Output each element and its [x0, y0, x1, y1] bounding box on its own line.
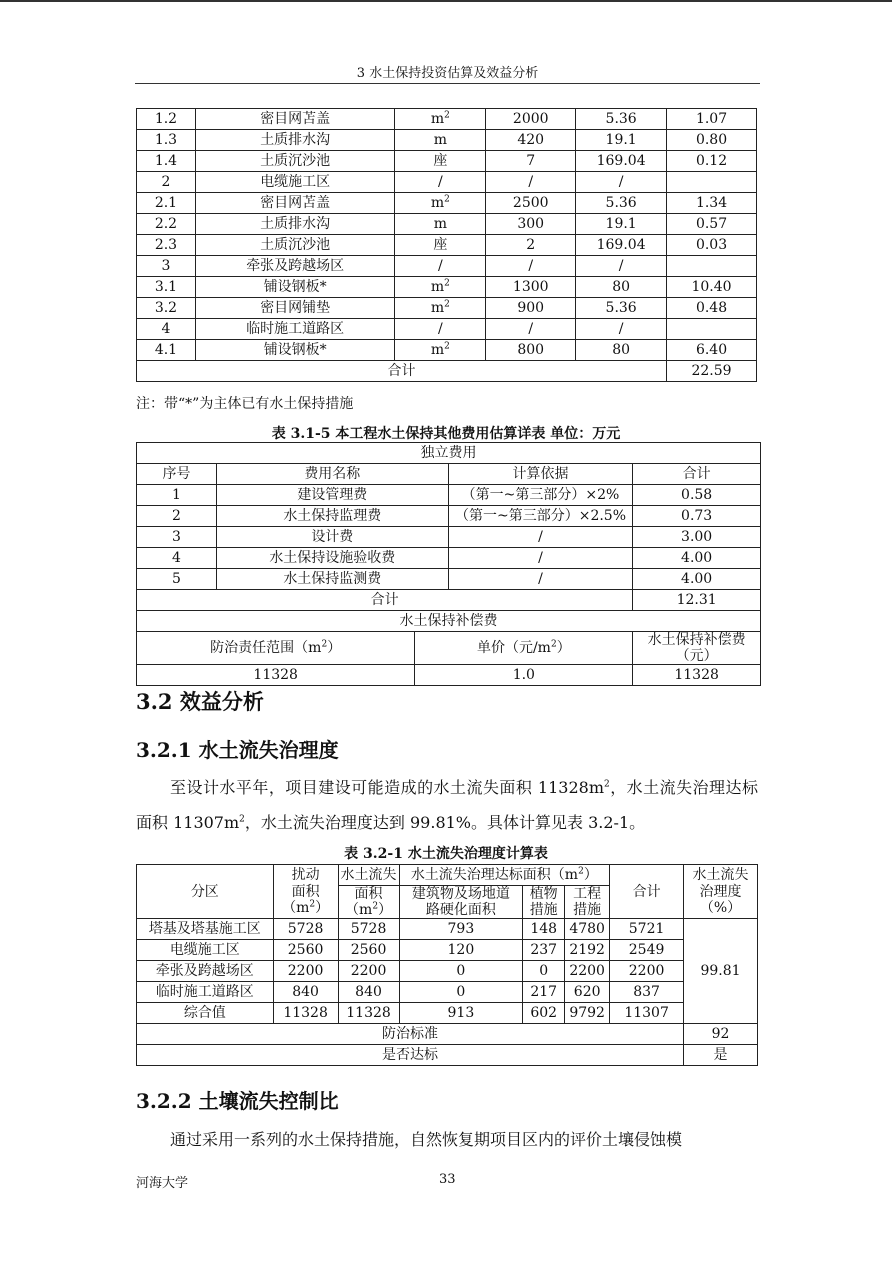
table-cell: 793 [399, 919, 523, 940]
table-row [137, 340, 757, 361]
table-cell: 2 [486, 235, 576, 256]
table-cell: 座 [395, 235, 486, 256]
table-cell: 2.1 [137, 193, 196, 214]
table-cell: m [395, 214, 486, 235]
column-header: 计算依据 [448, 464, 633, 485]
column-header: 合计 [610, 865, 684, 919]
table-cell: 0.80 [667, 130, 757, 151]
other-costs-table [136, 442, 761, 686]
table-row [137, 1045, 758, 1066]
table-row [137, 1003, 758, 1024]
table-cell: $m^2$ [395, 109, 486, 130]
table-cell: 2.3 [137, 235, 196, 256]
table-row [137, 130, 757, 151]
paragraph: 通过采用一系列的水土保持措施，自然恢复期项目区内的评价土壤侵蚀模 [170, 1130, 683, 1149]
table-cell: 4780 [565, 919, 610, 940]
table-cell: 水土保持监理费 [216, 506, 448, 527]
column-header: 水土流失治理达标面积$(m^2)$ [399, 865, 610, 886]
table-caption: 表 3.2-1 水土流失治理度计算表 [344, 846, 548, 862]
table-row [137, 940, 758, 961]
table-cell: 4 [137, 319, 196, 340]
column-header: 植物 措施 [523, 886, 565, 919]
column-header: 水土流失 [338, 865, 399, 886]
table-cell: 840 [273, 982, 338, 1003]
table-cell: 0.58 [633, 485, 761, 506]
table-row [137, 1024, 758, 1045]
table-cell: 临时施工道路区 [137, 982, 274, 1003]
table-cell: 电缆施工区 [195, 172, 395, 193]
table-row [137, 319, 757, 340]
table-cell: 牵张及跨越场区 [137, 961, 274, 982]
table-cell: / [395, 319, 486, 340]
standard-value: 92 [684, 1024, 758, 1045]
column-header: 水土保持补偿费（元） [633, 632, 761, 665]
table-cell: 塔基及塔基施工区 [137, 919, 274, 940]
subsection-heading: 3.2.2 土壤流失控制比 [136, 1089, 339, 1113]
table-cell: 5728 [273, 919, 338, 940]
page-top-border [0, 0, 892, 2]
table-cell: 840 [338, 982, 399, 1003]
column-header: 扰动 面积 $(m^2)$ [273, 865, 338, 919]
table-cell: 3.00 [633, 527, 761, 548]
table-cell: （第一~第三部分）×2.5% [448, 506, 633, 527]
table-cell: m [395, 130, 486, 151]
table-cell: 2200 [610, 961, 684, 982]
table-cell: 1.0 [415, 665, 633, 686]
column-header: 分区 [137, 865, 274, 919]
table-cell: 0.03 [667, 235, 757, 256]
paragraph: 至设计水平年，项目建设可能造成的水土流失面积 $11328m^2$，水土流失治理达标面积 $11307m^2$，水土流失治理度达到 99.81%。具体计算见表 3.2-1。 [136, 778, 758, 832]
table-cell: / [486, 319, 576, 340]
table-cell: 9792 [565, 1003, 610, 1024]
control-rate-cell: 99.81 [684, 919, 758, 1024]
table-cell: 2200 [273, 961, 338, 982]
column-header: 单价（元$/m^2$） [415, 632, 633, 665]
table-cell: 837 [610, 982, 684, 1003]
table-cell: $m^2$ [395, 298, 486, 319]
total-value: 22.59 [667, 361, 757, 382]
table-cell: / [486, 172, 576, 193]
reach-label: 是否达标 [137, 1045, 684, 1066]
section-heading: 3.2 效益分析 [136, 689, 264, 714]
table-cell [667, 319, 757, 340]
table-cell: 11328 [137, 665, 415, 686]
table-cell: 5.36 [576, 298, 667, 319]
table-cell: 1.4 [137, 151, 196, 172]
table-cell: 1.3 [137, 130, 196, 151]
table-cell: 169.04 [576, 235, 667, 256]
table-row [137, 298, 757, 319]
table-cell: 2200 [565, 961, 610, 982]
table-cell: 3.1 [137, 277, 196, 298]
table-cell: 座 [395, 151, 486, 172]
table-cell: 4.00 [633, 548, 761, 569]
table-row [137, 665, 761, 686]
column-header: 工程 措施 [565, 886, 610, 919]
table-cell: 0.57 [667, 214, 757, 235]
table-cell: 水土保持设施验收费 [216, 548, 448, 569]
table-cell: 1300 [486, 277, 576, 298]
measures-cost-table [136, 108, 757, 382]
column-header: 防治责任范围$(m^2)$ [137, 632, 415, 665]
table-cell: 2560 [273, 940, 338, 961]
table-cell: 11328 [338, 1003, 399, 1024]
table-cell: / [448, 527, 633, 548]
total-label: 合计 [137, 361, 667, 382]
table-row [137, 193, 757, 214]
table-header-row [137, 464, 761, 485]
table-cell: 设计费 [216, 527, 448, 548]
table-cell: 土质排水沟 [195, 130, 395, 151]
erosion-control-table [136, 864, 758, 1066]
column-header: 水土流失 治理度 （%） [684, 865, 758, 919]
table-cell: 密目网铺垫 [195, 298, 395, 319]
subsection-heading: 3.2.1 水土流失治理度 [136, 738, 339, 762]
table-cell: 0 [399, 961, 523, 982]
page-number: 33 [439, 1172, 456, 1187]
table-cell: 19.1 [576, 130, 667, 151]
table-row [137, 361, 757, 382]
table-cell: 0.48 [667, 298, 757, 319]
table-cell: 2200 [338, 961, 399, 982]
table-cell: 148 [523, 919, 565, 940]
table-row [137, 151, 757, 172]
table-cell: 80 [576, 340, 667, 361]
section-header: 独立费用 [137, 443, 761, 464]
table-cell: 建设管理费 [216, 485, 448, 506]
table-cell: 2500 [486, 193, 576, 214]
total-label: 合计 [137, 590, 633, 611]
table-row [137, 485, 761, 506]
table-cell: 2 [137, 172, 196, 193]
table-cell: $m^2$ [395, 193, 486, 214]
table-cell: 牵张及跨越场区 [195, 256, 395, 277]
table-cell: 5.36 [576, 109, 667, 130]
table-cell: 5.36 [576, 193, 667, 214]
table-cell: 800 [486, 340, 576, 361]
table-cell: 1.07 [667, 109, 757, 130]
column-header: 序号 [137, 464, 217, 485]
table-cell: 3.2 [137, 298, 196, 319]
reach-value: 是 [684, 1045, 758, 1066]
table-cell: 密目网苫盖 [195, 193, 395, 214]
table-row [137, 982, 758, 1003]
table-cell: 土质沉沙池 [195, 151, 395, 172]
table-cell: / [395, 256, 486, 277]
table-cell: 11328 [633, 665, 761, 686]
table-row [137, 256, 757, 277]
table-cell: 密目网苫盖 [195, 109, 395, 130]
table-cell: 铺设钢板* [195, 340, 395, 361]
table-cell: 电缆施工区 [137, 940, 274, 961]
table-cell: 80 [576, 277, 667, 298]
table-row [137, 919, 758, 940]
table-row [137, 527, 761, 548]
table-cell: 913 [399, 1003, 523, 1024]
table-cell: 2549 [610, 940, 684, 961]
table-cell: 11328 [273, 1003, 338, 1024]
table-cell: 169.04 [576, 151, 667, 172]
table-row [137, 590, 761, 611]
table-cell: 2560 [338, 940, 399, 961]
table-cell: 0.73 [633, 506, 761, 527]
table-cell: 602 [523, 1003, 565, 1024]
table-row [137, 548, 761, 569]
table-row [137, 506, 761, 527]
table-cell: 土质沉沙池 [195, 235, 395, 256]
table-row [137, 172, 757, 193]
table-cell: 0 [523, 961, 565, 982]
table-cell: 7 [486, 151, 576, 172]
standard-label: 防治标准 [137, 1024, 684, 1045]
table-cell: / [395, 172, 486, 193]
table-row [137, 109, 757, 130]
table-cell: 土质排水沟 [195, 214, 395, 235]
table-row [137, 235, 757, 256]
column-header: 建筑物及场地道 路硬化面积 [399, 886, 523, 919]
table-cell: 2000 [486, 109, 576, 130]
table-cell [667, 172, 757, 193]
table-cell: 3 [137, 256, 196, 277]
table-cell: 4.1 [137, 340, 196, 361]
table-cell: 铺设钢板* [195, 277, 395, 298]
table-cell: / [448, 569, 633, 590]
table-cell: / [576, 319, 667, 340]
table-row [137, 569, 761, 590]
table-cell: / [576, 172, 667, 193]
table-cell: 4.00 [633, 569, 761, 590]
table-cell: 0 [399, 982, 523, 1003]
column-header: 费用名称 [216, 464, 448, 485]
table-cell: 10.40 [667, 277, 757, 298]
table-cell: 6.40 [667, 340, 757, 361]
table-row [137, 277, 757, 298]
table-cell: 217 [523, 982, 565, 1003]
table-cell: 900 [486, 298, 576, 319]
table-cell: $m^2$ [395, 277, 486, 298]
header-rule [135, 83, 760, 84]
table-cell: 237 [523, 940, 565, 961]
table-cell: / [486, 256, 576, 277]
table-cell: 120 [399, 940, 523, 961]
footer-school: 河海大学 [136, 1176, 189, 1191]
table-cell: / [448, 548, 633, 569]
column-header: 合计 [633, 464, 761, 485]
table-cell: 300 [486, 214, 576, 235]
table-cell: 2192 [565, 940, 610, 961]
total-value: 12.31 [633, 590, 761, 611]
table-header-row [137, 632, 761, 665]
table-cell: $m^2$ [395, 340, 486, 361]
table-cell [667, 256, 757, 277]
table-cell: 19.1 [576, 214, 667, 235]
table-cell: 2 [137, 506, 217, 527]
table-row [137, 214, 757, 235]
table-cell: 2.2 [137, 214, 196, 235]
table-note: 注：带“*”为主体已有水土保持措施 [136, 396, 354, 412]
table-cell: 420 [486, 130, 576, 151]
table-cell: 5721 [610, 919, 684, 940]
column-header: 面积 $(m^2)$ [338, 886, 399, 919]
table-cell: 水土保持监测费 [216, 569, 448, 590]
table-cell: 4 [137, 548, 217, 569]
section-header: 水土保持补偿费 [137, 611, 761, 632]
table-cell: 3 [137, 527, 217, 548]
table-cell: 5728 [338, 919, 399, 940]
table-row [137, 961, 758, 982]
table-cell: 5 [137, 569, 217, 590]
table-cell: 11307 [610, 1003, 684, 1024]
running-header: 3 水土保持投资估算及效益分析 [356, 66, 539, 81]
table-cell: 1 [137, 485, 217, 506]
table-header-row [137, 865, 758, 886]
table-cell: 1.34 [667, 193, 757, 214]
table-cell: 620 [565, 982, 610, 1003]
table-cell: 0.12 [667, 151, 757, 172]
table-cell: 临时施工道路区 [195, 319, 395, 340]
table-caption: 表 3.1-5 本工程水土保持其他费用估算详表 单位：万元 [271, 426, 621, 442]
table-cell: 1.2 [137, 109, 196, 130]
table-cell: 综合值 [137, 1003, 274, 1024]
table-cell: （第一~第三部分）×2% [448, 485, 633, 506]
table-cell: / [576, 256, 667, 277]
